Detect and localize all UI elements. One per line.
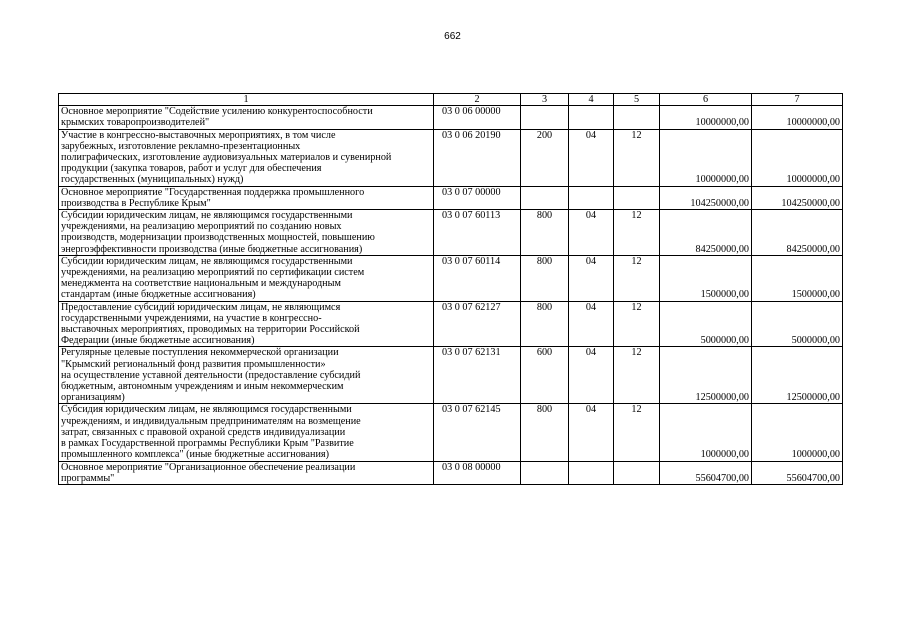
row-code: 03 0 07 62131 [434,347,521,404]
row-amount-6: 84250000,00 [660,210,752,256]
row-amount-6: 1500000,00 [660,255,752,301]
row-description: Регулярные целевые поступления некоммерческой организации "Крымский региональный фонд развития промышленности» на осуществление уставной деятельности (предоставление субсидий бюджетным, автономным учреждениям и иным некоммерческим организациям) [59,347,434,404]
row-expense-type [521,461,569,484]
row-amount-7: 55604700,00 [752,461,843,484]
row-code: 03 0 06 20190 [434,129,521,186]
table-row [59,129,843,186]
row-subsection: 12 [614,210,660,256]
row-section: 04 [569,129,614,186]
table-row [59,255,843,301]
row-amount-6: 12500000,00 [660,347,752,404]
row-amount-7: 104250000,00 [752,186,843,209]
row-subsection [614,106,660,129]
row-subsection: 12 [614,404,660,461]
row-section: 04 [569,255,614,301]
row-section: 04 [569,404,614,461]
column-header: 2 [434,94,521,106]
column-header: 5 [614,94,660,106]
column-header: 3 [521,94,569,106]
row-description: Основное мероприятие "Государственная поддержка промышленного производства в Республике Крым" [59,186,434,209]
row-description: Субсидии юридическим лицам, не являющимся государственными учреждениями, на реализацию мероприятий по сертификации систем менеджмента на соответствие национальным и международным стандартам (иные бюджетные ассигнования) [59,255,434,301]
row-code: 03 0 08 00000 [434,461,521,484]
row-expense-type: 800 [521,301,569,347]
row-subsection: 12 [614,129,660,186]
budget-table [58,93,843,485]
table-row [59,186,843,209]
row-amount-6: 10000000,00 [660,129,752,186]
row-code: 03 0 06 00000 [434,106,521,129]
row-subsection: 12 [614,255,660,301]
row-code: 03 0 07 00000 [434,186,521,209]
row-expense-type: 200 [521,129,569,186]
row-amount-6: 10000000,00 [660,106,752,129]
table-row [59,106,843,129]
row-section [569,186,614,209]
row-section: 04 [569,347,614,404]
row-code: 03 0 07 62145 [434,404,521,461]
row-subsection: 12 [614,301,660,347]
row-description: Участие в конгрессно-выставочных мероприятиях, в том числе зарубежных, изготовление рекламно-презентационных полиграфических, изготовление аудиовизуальных материалов и сувенирной продукции (закупка товаров, работ и услуг для обеспечения государственных (муниципальных) нужд) [59,129,434,186]
column-header: 1 [59,94,434,106]
table-header-row [59,94,843,106]
row-description: Основное мероприятие "Организационное обеспечение реализации программы" [59,461,434,484]
row-amount-6: 104250000,00 [660,186,752,209]
row-description: Предоставление субсидий юридическим лицам, не являющимся государственными учреждениями, на участие в конгрессно- выставочных мероприятиях, проводимых на территории Российской Федерации (иные бюджетные ассигнования) [59,301,434,347]
row-section [569,461,614,484]
table-row [59,347,843,404]
table-row [59,461,843,484]
row-expense-type: 800 [521,210,569,256]
row-expense-type: 600 [521,347,569,404]
row-expense-type [521,106,569,129]
row-subsection: 12 [614,347,660,404]
row-subsection [614,186,660,209]
row-expense-type: 800 [521,404,569,461]
row-amount-7: 1500000,00 [752,255,843,301]
row-expense-type [521,186,569,209]
row-amount-7: 12500000,00 [752,347,843,404]
row-subsection [614,461,660,484]
page-number: 662 [444,31,461,42]
row-expense-type: 800 [521,255,569,301]
row-description: Основное мероприятие "Содействие усилению конкурентоспособности крымских товаропроизводителей" [59,106,434,129]
row-code: 03 0 07 62127 [434,301,521,347]
row-code: 03 0 07 60114 [434,255,521,301]
column-header: 4 [569,94,614,106]
row-amount-7: 10000000,00 [752,106,843,129]
row-description: Субсидии юридическим лицам, не являющимся государственными учреждениями, на реализацию мероприятий по созданию новых производств, модернизации производственных мощностей, повышению энергоэффективности производства (иные бюджетные ассигнования) [59,210,434,256]
row-amount-7: 84250000,00 [752,210,843,256]
column-header: 6 [660,94,752,106]
row-section: 04 [569,301,614,347]
row-amount-7: 10000000,00 [752,129,843,186]
row-amount-7: 5000000,00 [752,301,843,347]
row-section [569,106,614,129]
row-description: Субсидия юридическим лицам, не являющимся государственными учреждениям, и индивидуальным предпринимателям на возмещение затрат, связанных с правовой охраной средств индивидуализации в рамках Государственной программы Республики Крым "Развитие промышленного комплекса" (иные бюджетные ассигнования) [59,404,434,461]
row-amount-6: 1000000,00 [660,404,752,461]
row-code: 03 0 07 60113 [434,210,521,256]
row-section: 04 [569,210,614,256]
row-amount-6: 55604700,00 [660,461,752,484]
table-row [59,210,843,256]
table-row [59,404,843,461]
column-header: 7 [752,94,843,106]
row-amount-7: 1000000,00 [752,404,843,461]
table-row [59,301,843,347]
row-amount-6: 5000000,00 [660,301,752,347]
